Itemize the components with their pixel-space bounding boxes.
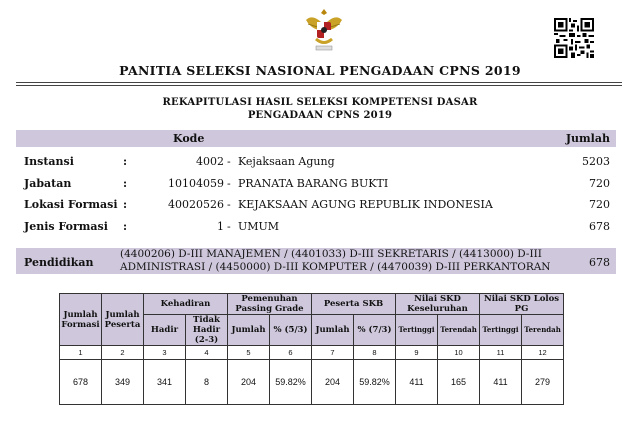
- info-total: 720: [589, 177, 610, 190]
- header-tidak-hadir: Tidak Hadir (2-3): [186, 315, 228, 346]
- column-number: 7: [312, 346, 354, 360]
- pendidikan-bar: [16, 248, 616, 274]
- value-passing-grade-jumlah: 204: [228, 360, 270, 405]
- pendidikan-total: 678: [589, 256, 610, 269]
- qr-code-icon: [554, 18, 594, 58]
- info-total: 720: [589, 198, 610, 211]
- header-percent: % (7/3): [354, 315, 396, 346]
- info-colon: :: [123, 220, 128, 233]
- header-passing-grade: Pemenuhan Passing Grade: [228, 294, 312, 315]
- column-number: 9: [396, 346, 438, 360]
- header-tertinggi: Tertinggi: [396, 315, 438, 346]
- value-lolos-tertinggi: 411: [480, 360, 522, 405]
- info-code: 4002: [196, 155, 224, 168]
- info-label: Instansi: [24, 155, 74, 168]
- header-kehadiran: Kehadiran: [144, 294, 228, 315]
- header-jumlah: Jumlah: [312, 315, 354, 346]
- column-number: 12: [522, 346, 564, 360]
- header-jumlah-formasi: Jumlah Formasi: [60, 294, 102, 346]
- info-label: Lokasi Formasi: [24, 198, 118, 211]
- header-jumlah: Jumlah: [228, 315, 270, 346]
- divider: [16, 82, 622, 83]
- header-terendah: Terendah: [522, 315, 564, 346]
- header-hadir: Hadir: [144, 315, 186, 346]
- column-number: 2: [102, 346, 144, 360]
- summary-header-bar: [16, 130, 616, 147]
- info-row-jabatan: [16, 177, 616, 193]
- column-number: 8: [354, 346, 396, 360]
- value-tidak-hadir: 8: [186, 360, 228, 405]
- header-peserta-skb: Peserta SKB: [312, 294, 396, 315]
- kode-header: Kode: [173, 132, 205, 145]
- info-row-instansi: [16, 155, 616, 171]
- header-skd-keseluruhan: Nilai SKD Keseluruhan: [396, 294, 480, 315]
- pendidikan-label: Pendidikan: [24, 256, 94, 269]
- report-subtitle: PENGADAAN CPNS 2019: [247, 110, 393, 121]
- column-number: 6: [270, 346, 312, 360]
- value-jumlah-formasi: 678: [60, 360, 102, 405]
- value-lolos-terendah: 279: [522, 360, 564, 405]
- info-dash: -: [227, 177, 231, 190]
- divider: [16, 85, 622, 86]
- info-name: Kejaksaan Agung: [238, 155, 335, 168]
- info-colon: :: [123, 177, 128, 190]
- info-colon: :: [123, 155, 128, 168]
- info-code: 10104059: [168, 177, 224, 190]
- value-skd-terendah: 165: [438, 360, 480, 405]
- value-skb-jumlah: 204: [312, 360, 354, 405]
- header-tertinggi: Tertinggi: [480, 315, 522, 346]
- info-name: KEJAKSAAN AGUNG REPUBLIK INDONESIA: [238, 198, 493, 211]
- garuda-emblem-icon: [302, 6, 346, 54]
- header-jumlah-peserta: Jumlah Peserta: [102, 294, 144, 346]
- value-jumlah-peserta: 349: [102, 360, 144, 405]
- column-number: 10: [438, 346, 480, 360]
- column-number: 4: [186, 346, 228, 360]
- header-skd-lolos: Nilai SKD Lolos PG: [480, 294, 564, 315]
- jumlah-header: Jumlah: [565, 132, 610, 145]
- value-passing-grade-percent: 59.82%: [270, 360, 312, 405]
- value-skb-percent: 59.82%: [354, 360, 396, 405]
- info-label: Jabatan: [24, 177, 72, 190]
- header-percent: % (5/3): [270, 315, 312, 346]
- info-code: 1: [217, 220, 224, 233]
- header-terendah: Terendah: [438, 315, 480, 346]
- column-number: 11: [480, 346, 522, 360]
- column-number: 3: [144, 346, 186, 360]
- info-total: 5203: [582, 155, 610, 168]
- info-code: 40020526: [168, 198, 224, 211]
- pendidikan-text: (4400206) D-III MANAJEMEN / (4401033) D-III SEKRETARIS / (4413000) D-III ADMINISTRASI / (4450000) D-III KOMPUTER / (4470039) D-III PERKANTORAN: [120, 248, 551, 273]
- info-dash: -: [227, 155, 231, 168]
- results-table: [59, 293, 564, 405]
- info-dash: -: [227, 198, 231, 211]
- info-total: 678: [589, 220, 610, 233]
- page-title: PANITIA SELEKSI NASIONAL PENGADAAN CPNS 2019: [119, 63, 521, 78]
- value-hadir: 341: [144, 360, 186, 405]
- report-title: REKAPITULASI HASIL SELEKSI KOMPETENSI DASAR: [162, 97, 478, 108]
- table-row: [60, 360, 564, 405]
- info-row-jenis-formasi: [16, 220, 616, 236]
- info-name: UMUM: [238, 220, 280, 233]
- info-colon: :: [123, 198, 128, 211]
- info-dash: -: [227, 220, 231, 233]
- column-number: 5: [228, 346, 270, 360]
- info-row-lokasi-formasi: [16, 198, 616, 214]
- value-skd-tertinggi: 411: [396, 360, 438, 405]
- info-label: Jenis Formasi: [24, 220, 108, 233]
- column-number: 1: [60, 346, 102, 360]
- info-name: PRANATA BARANG BUKTI: [238, 177, 389, 190]
